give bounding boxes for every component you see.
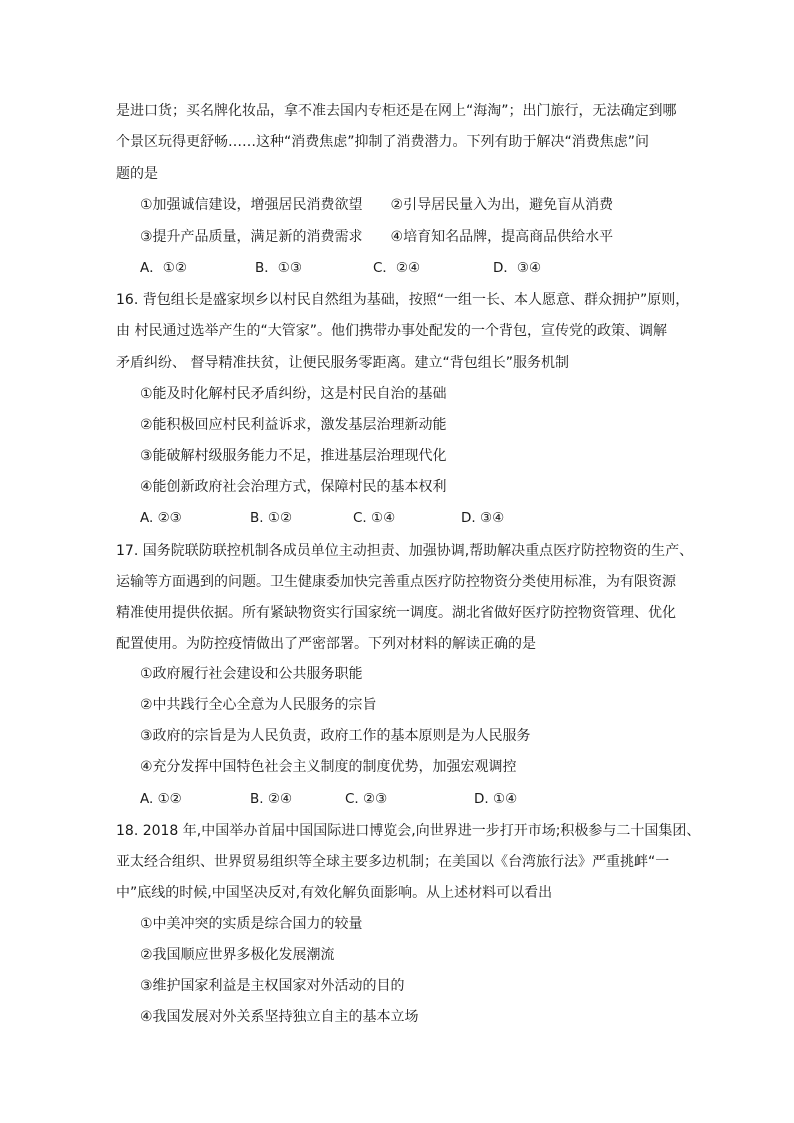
q16-option-3: ③能破解村级服务能力不足，推进基层治理现代化 bbox=[140, 448, 447, 464]
q17-choice-d: D. ①④ bbox=[474, 791, 518, 807]
q17-stem-line-2: 运输等方面遇到的问题。卫生健康委加快完善重点医疗防控物资分类使用标准，为有限资源 bbox=[116, 574, 676, 590]
q18-option-1: ①中美冲突的实质是综合国力的较量 bbox=[140, 916, 363, 932]
q16-stem-line-2: 由 村民通过选举产生的“大管家”。他们携带办事处配发的一个背包，宣传党的政策、调解 bbox=[116, 323, 667, 339]
q16-choice-c: C. ①④ bbox=[353, 510, 396, 526]
q17-stem-line-4: 配置使用。为防控疫情做出了严密部署。下列对材料的解读正确的是 bbox=[116, 636, 536, 652]
q18-stem-line-2: 亚太经合组织、世界贸易组织等全球主要多边机制；在美国以《台湾旅行法》严重挑衅“一 bbox=[116, 854, 670, 870]
q18-option-4: ④我国发展对外关系坚持独立自主的基本立场 bbox=[140, 1009, 419, 1025]
q16-stem-line-1: 16. 背包组长是盛家坝乡以村民自然组为基础，按照“一组一长、本人愿意、群众拥护”原则， bbox=[116, 292, 690, 308]
q17-stem-line-1: 17. 国务院联防联控机制各成员单位主动担责、加强协调,帮助解决重点医疗防控物资的生产、 bbox=[116, 543, 694, 559]
q15-option-line-1: ①加强诚信建设，增强居民消费欲望 ②引导居民量入为出，避免盲从消费 bbox=[140, 197, 614, 213]
q16-choice-a: A. ②③ bbox=[140, 510, 182, 526]
q15-stem-line-2: 个景区玩得更舒畅……这种“消费焦虑”抑制了消费潜力。下列有助于解决“消费焦虑”问 bbox=[116, 134, 650, 150]
q17-option-1: ①政府履行社会建设和公共服务职能 bbox=[140, 666, 363, 682]
q17-option-4: ④充分发挥中国特色社会主义制度的制度优势，加强宏观调控 bbox=[140, 759, 517, 775]
q18-option-3: ③维护国家利益是主权国家对外活动的目的 bbox=[140, 978, 405, 994]
q15-stem-line-1: 是进口货；买名牌化妆品，拿不准去国内专柜还是在网上“海淘”；出门旅行，无法确定到哪 bbox=[116, 103, 677, 119]
q17-choice-c: C. ②③ bbox=[345, 791, 388, 807]
q16-option-4: ④能创新政府社会治理方式，保障村民的基本权利 bbox=[140, 479, 447, 495]
q16-choice-d: D. ③④ bbox=[461, 510, 505, 526]
q16-option-2: ②能积极回应村民利益诉求，激发基层治理新动能 bbox=[140, 417, 447, 433]
q15-choice-a: A．①② bbox=[140, 260, 187, 276]
q17-choice-b: B. ②④ bbox=[250, 791, 293, 807]
q15-choice-d: D．③④ bbox=[493, 260, 542, 276]
q17-stem-line-3: 精准使用提供依据。所有紧缺物资实行国家统一调度。湖北省做好医疗防控物资管理、优化 bbox=[116, 605, 676, 621]
q15-choice-b: B．①③ bbox=[255, 260, 302, 276]
q17-option-2: ②中共践行全心全意为人民服务的宗旨 bbox=[140, 697, 377, 713]
q17-option-3: ③政府的宗旨是为人民负责，政府工作的基本原则是为人民服务 bbox=[140, 728, 531, 744]
q18-stem-line-3: 中”底线的时候,中国坚决反对,有效化解负面影响。从上述材料可以看出 bbox=[116, 885, 553, 901]
q16-choice-b: B. ①② bbox=[250, 510, 293, 526]
q18-option-2: ②我国顺应世界多极化发展潮流 bbox=[140, 947, 335, 963]
q16-option-1: ①能及时化解村民矛盾纠纷，这是村民自治的基础 bbox=[140, 386, 447, 402]
q17-choice-a: A. ①② bbox=[140, 791, 182, 807]
q15-option-line-2: ③提升产品质量，满足新的消费需求 ④培育知名品牌，提高商品供给水平 bbox=[140, 229, 614, 245]
q18-stem-line-1: 18. 2018 年,中国举办首届中国国际进口博览会,向世界进一步打开市场;积极参与二十国集团、 bbox=[116, 823, 701, 839]
q15-stem-line-3: 题的是 bbox=[116, 166, 158, 182]
q15-choice-c: C．②④ bbox=[373, 260, 421, 276]
q16-stem-line-3: 矛盾纠纷、 督导精准扶贫，让便民服务零距离。建立“背包组长”服务机制 bbox=[116, 355, 569, 371]
